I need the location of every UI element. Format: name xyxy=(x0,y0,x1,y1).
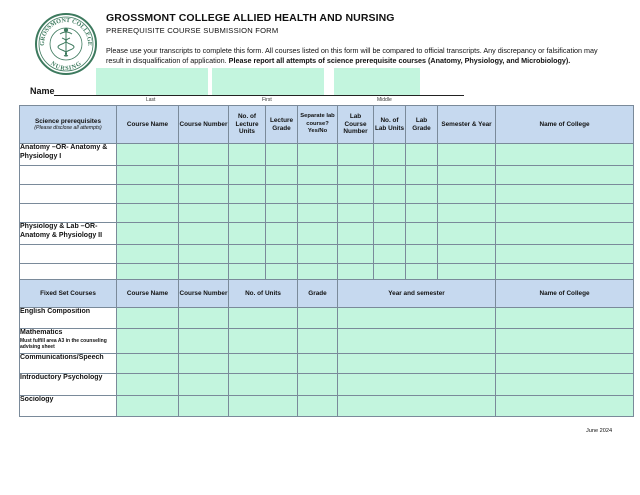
science-entry-cell xyxy=(438,204,496,223)
science-entry-input[interactable] xyxy=(266,272,297,279)
science-entry-input[interactable] xyxy=(266,212,297,219)
fixed-entry-input[interactable] xyxy=(117,384,178,391)
fixed-course-label-text: Communications/Speech xyxy=(20,354,104,361)
science-entry-cell xyxy=(117,245,179,264)
science-entry-cell xyxy=(406,185,438,204)
fixed-entry-cell xyxy=(496,329,634,354)
fixed-entry-cell xyxy=(338,354,496,374)
fixed-course-label xyxy=(20,329,117,354)
science-entry-input[interactable] xyxy=(117,193,178,200)
science-entry-input[interactable] xyxy=(338,174,373,181)
fixed-entry-input[interactable] xyxy=(117,405,178,412)
header-lab-grade: Lab Grade xyxy=(406,106,438,144)
science-entry-cell xyxy=(266,223,298,245)
fixed-entry-cell xyxy=(117,308,179,329)
science-row xyxy=(20,204,634,223)
header-fixed-college-name: Name of College xyxy=(496,280,634,308)
science-entry-input[interactable] xyxy=(374,253,405,260)
science-entry-input[interactable] xyxy=(496,154,633,161)
fixed-entry-input[interactable] xyxy=(496,384,633,391)
fixed-header-row xyxy=(20,280,634,308)
science-entry-cell xyxy=(298,144,338,166)
blank-label-cell xyxy=(20,185,117,204)
science-entry-input[interactable] xyxy=(496,174,633,181)
fixed-row xyxy=(20,354,634,374)
first-caption: First xyxy=(262,97,272,103)
science-entry-input[interactable] xyxy=(298,193,337,200)
science-entry-cell xyxy=(374,185,406,204)
fixed-entry-cell xyxy=(179,354,229,374)
seal-text-top: GROSSMONT COLLEGE xyxy=(38,16,94,46)
fixed-entry-input[interactable] xyxy=(117,340,178,347)
science-entry-input[interactable] xyxy=(179,253,228,260)
science-entry-cell xyxy=(229,223,266,245)
fixed-entry-input[interactable] xyxy=(496,317,633,324)
science-entry-input[interactable] xyxy=(374,193,405,200)
science-entry-input[interactable] xyxy=(496,212,633,219)
science-entry-input[interactable] xyxy=(406,253,437,260)
science-entry-cell xyxy=(266,166,298,185)
science-row xyxy=(20,185,634,204)
science-entry-cell xyxy=(496,144,634,166)
science-entry-input[interactable] xyxy=(374,233,405,240)
science-entry-input[interactable] xyxy=(338,253,373,260)
science-entry-input[interactable] xyxy=(338,272,373,279)
science-entry-cell xyxy=(374,144,406,166)
fixed-entry-input[interactable] xyxy=(179,384,228,391)
science-entry-input[interactable] xyxy=(406,272,437,279)
science-entry-input[interactable] xyxy=(266,233,297,240)
fixed-entry-input[interactable] xyxy=(179,405,228,412)
science-entry-input[interactable] xyxy=(406,154,437,161)
fixed-entry-cell xyxy=(117,396,179,417)
instructions-body: Please use your transcripts to complete this form. All courses listed on this form will be compared to official transcripts. Any discrepancy or falsification may result in disqualification of application. xyxy=(106,46,598,65)
science-entry-input[interactable] xyxy=(117,154,178,161)
science-entry-cell xyxy=(266,204,298,223)
science-entry-input[interactable] xyxy=(438,193,495,200)
science-entry-cell xyxy=(438,166,496,185)
fixed-entry-input[interactable] xyxy=(496,405,633,412)
science-entry-cell xyxy=(179,245,229,264)
fixed-entry-cell xyxy=(298,354,338,374)
science-entry-input[interactable] xyxy=(266,253,297,260)
footer-date: June 2024 xyxy=(586,428,613,434)
science-entry-cell xyxy=(406,245,438,264)
science-entry-cell xyxy=(438,185,496,204)
science-entry-cell xyxy=(229,204,266,223)
fixed-entry-cell xyxy=(496,374,634,396)
fixed-entry-input[interactable] xyxy=(179,340,228,347)
last-caption: Last xyxy=(146,97,156,103)
science-entry-cell xyxy=(406,166,438,185)
science-entry-input[interactable] xyxy=(179,212,228,219)
fixed-entry-cell xyxy=(117,329,179,354)
fixed-entry-input[interactable] xyxy=(496,363,633,370)
science-entry-cell xyxy=(266,185,298,204)
blank-label-cell xyxy=(20,245,117,264)
science-entry-input[interactable] xyxy=(406,174,437,181)
last-name-field[interactable] xyxy=(96,68,208,95)
fixed-entry-cell xyxy=(179,396,229,417)
science-entry-input[interactable] xyxy=(117,174,178,181)
fixed-entry-input[interactable] xyxy=(338,384,495,391)
science-entry-cell xyxy=(496,185,634,204)
fixed-set-courses-table xyxy=(19,279,634,417)
science-entry-cell xyxy=(374,223,406,245)
fixed-entry-input[interactable] xyxy=(298,317,337,324)
science-entry-cell xyxy=(338,223,374,245)
blank-label-cell xyxy=(20,166,117,185)
fixed-course-label xyxy=(20,374,117,396)
name-underline xyxy=(54,95,464,96)
science-entry-input[interactable] xyxy=(496,272,633,279)
header-semester-year: Semester & Year xyxy=(438,106,496,144)
science-entry-cell xyxy=(374,166,406,185)
science-entry-cell xyxy=(179,204,229,223)
science-header-row xyxy=(20,106,634,144)
college-seal-logo xyxy=(34,12,98,76)
header-lab-course-number: Lab Course Number xyxy=(338,106,374,144)
fixed-course-label xyxy=(20,354,117,374)
middle-name-field[interactable] xyxy=(334,68,420,95)
fixed-entry-input[interactable] xyxy=(229,405,297,412)
header-course-name: Course Name xyxy=(117,106,179,144)
science-entry-cell xyxy=(266,144,298,166)
fixed-entry-input[interactable] xyxy=(298,340,337,347)
fixed-entry-cell xyxy=(298,374,338,396)
fixed-row xyxy=(20,396,634,417)
header-college-name: Name of College xyxy=(496,106,634,144)
fixed-entry-input[interactable] xyxy=(229,340,297,347)
fixed-entry-cell xyxy=(117,374,179,396)
science-entry-input[interactable] xyxy=(298,154,337,161)
science-entry-cell xyxy=(298,185,338,204)
science-entry-cell xyxy=(496,245,634,264)
fixed-entry-input[interactable] xyxy=(496,340,633,347)
science-entry-input[interactable] xyxy=(179,233,228,240)
science-entry-cell xyxy=(117,185,179,204)
science-entry-cell xyxy=(266,245,298,264)
science-entry-cell xyxy=(496,223,634,245)
science-entry-cell xyxy=(406,204,438,223)
science-entry-input[interactable] xyxy=(266,174,297,181)
science-entry-input[interactable] xyxy=(298,253,337,260)
science-entry-cell xyxy=(438,245,496,264)
science-row xyxy=(20,144,634,166)
science-entry-input[interactable] xyxy=(496,233,633,240)
science-entry-cell xyxy=(374,245,406,264)
fixed-row xyxy=(20,308,634,329)
science-row xyxy=(20,245,634,264)
science-entry-input[interactable] xyxy=(117,272,178,279)
science-row xyxy=(20,166,634,185)
science-entry-cell xyxy=(229,144,266,166)
science-entry-input[interactable] xyxy=(298,272,337,279)
science-entry-input[interactable] xyxy=(438,272,495,279)
science-entry-input[interactable] xyxy=(374,174,405,181)
fixed-course-label-text: Sociology xyxy=(20,396,54,403)
fixed-entry-input[interactable] xyxy=(229,363,297,370)
fixed-entry-input[interactable] xyxy=(179,317,228,324)
science-entry-cell xyxy=(298,223,338,245)
science-entry-input[interactable] xyxy=(438,233,495,240)
science-group-label: Physiology & Lab –OR- Anatomy & Physiology II xyxy=(20,223,117,245)
science-entry-cell xyxy=(338,245,374,264)
fixed-entry-cell xyxy=(338,374,496,396)
science-entry-cell xyxy=(117,223,179,245)
science-entry-input[interactable] xyxy=(438,253,495,260)
fixed-entry-input[interactable] xyxy=(179,363,228,370)
science-entry-cell xyxy=(338,185,374,204)
middle-caption: Middle xyxy=(377,97,392,103)
science-entry-input[interactable] xyxy=(338,212,373,219)
fixed-course-note: Must fulfill area A3 in the counseling advising sheet xyxy=(20,337,107,350)
fixed-entry-cell xyxy=(496,396,634,417)
science-entry-input[interactable] xyxy=(117,253,178,260)
header-lecture-units: No. of Lecture Units xyxy=(229,106,266,144)
science-entry-cell xyxy=(496,204,634,223)
fixed-entry-cell xyxy=(117,354,179,374)
science-entry-input[interactable] xyxy=(338,193,373,200)
science-entry-input[interactable] xyxy=(298,174,337,181)
science-entry-input[interactable] xyxy=(117,233,178,240)
header-disclose-note: (Please disclose all attempts) xyxy=(34,125,102,132)
header-lecture-grade: Lecture Grade xyxy=(266,106,298,144)
science-entry-input[interactable] xyxy=(338,154,373,161)
science-entry-cell xyxy=(179,185,229,204)
header-lab-units: No. of Lab Units xyxy=(374,106,406,144)
science-entry-input[interactable] xyxy=(406,212,437,219)
science-entry-cell xyxy=(179,144,229,166)
science-entry-cell xyxy=(406,144,438,166)
science-entry-cell xyxy=(229,245,266,264)
header-fixed-course-number: Course Number xyxy=(179,280,229,308)
science-entry-input[interactable] xyxy=(229,233,265,240)
header-science-prerequisites: Science prerequisites (Please disclose all attempts) xyxy=(20,106,117,144)
science-entry-input[interactable] xyxy=(438,174,495,181)
science-entry-cell xyxy=(338,204,374,223)
science-entry-cell xyxy=(229,185,266,204)
instructions-bold: Please report all attempts of science prerequisite courses (Anatomy, Physiology, and Microbiology). xyxy=(228,56,571,65)
science-entry-input[interactable] xyxy=(179,193,228,200)
science-entry-cell xyxy=(338,166,374,185)
fixed-entry-cell xyxy=(496,308,634,329)
name-label: Name xyxy=(30,86,55,96)
fixed-entry-cell xyxy=(179,329,229,354)
science-entry-cell xyxy=(438,223,496,245)
science-entry-cell xyxy=(496,166,634,185)
science-entry-cell xyxy=(298,245,338,264)
fixed-entry-input[interactable] xyxy=(338,317,495,324)
science-entry-input[interactable] xyxy=(117,212,178,219)
header-separate-lab: Separate lab course? Yes/No xyxy=(298,106,338,144)
science-entry-cell xyxy=(229,166,266,185)
seal-text-bottom: NURSING xyxy=(49,60,83,73)
science-entry-input[interactable] xyxy=(496,193,633,200)
science-entry-input[interactable] xyxy=(229,193,265,200)
science-entry-cell xyxy=(438,144,496,166)
header-fixed-set: Fixed Set Courses xyxy=(20,280,117,308)
science-entry-input[interactable] xyxy=(179,154,228,161)
science-entry-input[interactable] xyxy=(229,154,265,161)
fixed-entry-cell xyxy=(229,308,298,329)
fixed-entry-input[interactable] xyxy=(338,340,495,347)
fixed-entry-input[interactable] xyxy=(298,405,337,412)
science-entry-input[interactable] xyxy=(229,174,265,181)
fixed-course-label xyxy=(20,396,117,417)
science-entry-cell xyxy=(117,144,179,166)
science-entry-cell xyxy=(338,144,374,166)
science-group-label: Anatomy –OR- Anatomy & Physiology I xyxy=(20,144,117,166)
fixed-course-label-text: English Composition xyxy=(20,308,90,315)
science-entry-input[interactable] xyxy=(229,253,265,260)
fixed-entry-input[interactable] xyxy=(338,405,495,412)
fixed-row xyxy=(20,329,634,354)
form-title: GROSSMONT COLLEGE ALLIED HEALTH AND NURSING xyxy=(106,12,395,24)
fixed-entry-cell xyxy=(496,354,634,374)
science-entry-input[interactable] xyxy=(496,253,633,260)
fixed-entry-input[interactable] xyxy=(298,384,337,391)
science-entry-input[interactable] xyxy=(298,233,337,240)
science-entry-cell xyxy=(179,223,229,245)
fixed-row xyxy=(20,374,634,396)
science-entry-input[interactable] xyxy=(338,233,373,240)
fixed-entry-cell xyxy=(338,308,496,329)
fixed-entry-cell xyxy=(298,329,338,354)
header-course-number: Course Number xyxy=(179,106,229,144)
instructions-text xyxy=(106,46,612,66)
science-entry-input[interactable] xyxy=(438,154,495,161)
fixed-entry-cell xyxy=(229,354,298,374)
science-entry-input[interactable] xyxy=(406,193,437,200)
header-year-semester: Year and semester xyxy=(338,280,496,308)
fixed-entry-cell xyxy=(298,308,338,329)
fixed-entry-input[interactable] xyxy=(229,317,297,324)
form-subtitle: PREREQUISITE COURSE SUBMISSION FORM xyxy=(106,26,279,35)
science-entry-cell xyxy=(374,204,406,223)
science-entry-cell xyxy=(298,204,338,223)
science-entry-cell xyxy=(179,166,229,185)
fixed-entry-cell xyxy=(229,396,298,417)
science-entry-input[interactable] xyxy=(179,272,228,279)
science-entry-cell xyxy=(298,166,338,185)
science-entry-input[interactable] xyxy=(374,154,405,161)
science-entry-input[interactable] xyxy=(266,193,297,200)
fixed-entry-input[interactable] xyxy=(338,363,495,370)
header-fixed-units: No. of Units xyxy=(229,280,298,308)
science-entry-input[interactable] xyxy=(374,212,405,219)
science-entry-input[interactable] xyxy=(374,272,405,279)
fixed-entry-input[interactable] xyxy=(229,384,297,391)
fixed-course-label-text: Introductory Psychology xyxy=(20,374,103,381)
fixed-entry-cell xyxy=(338,329,496,354)
fixed-course-label xyxy=(20,308,117,329)
science-entry-input[interactable] xyxy=(406,233,437,240)
fixed-entry-cell xyxy=(338,396,496,417)
header-fixed-grade: Grade xyxy=(298,280,338,308)
fixed-entry-input[interactable] xyxy=(117,317,178,324)
science-entry-cell xyxy=(406,223,438,245)
fixed-entry-cell xyxy=(229,374,298,396)
header-fixed-course-name: Course Name xyxy=(117,280,179,308)
fixed-entry-cell xyxy=(179,374,229,396)
fixed-entry-input[interactable] xyxy=(117,363,178,370)
science-entry-input[interactable] xyxy=(298,212,337,219)
science-entry-cell xyxy=(117,204,179,223)
fixed-entry-input[interactable] xyxy=(298,363,337,370)
first-name-field[interactable] xyxy=(212,68,324,95)
fixed-course-label-text: Mathematics xyxy=(20,329,63,336)
science-entry-input[interactable] xyxy=(229,212,265,219)
science-entry-input[interactable] xyxy=(179,174,228,181)
science-entry-input[interactable] xyxy=(266,154,297,161)
science-row xyxy=(20,223,634,245)
blank-label-cell xyxy=(20,204,117,223)
science-entry-input[interactable] xyxy=(438,212,495,219)
fixed-entry-cell xyxy=(298,396,338,417)
fixed-entry-cell xyxy=(229,329,298,354)
science-entry-cell xyxy=(117,166,179,185)
fixed-entry-cell xyxy=(179,308,229,329)
science-entry-input[interactable] xyxy=(229,272,265,279)
